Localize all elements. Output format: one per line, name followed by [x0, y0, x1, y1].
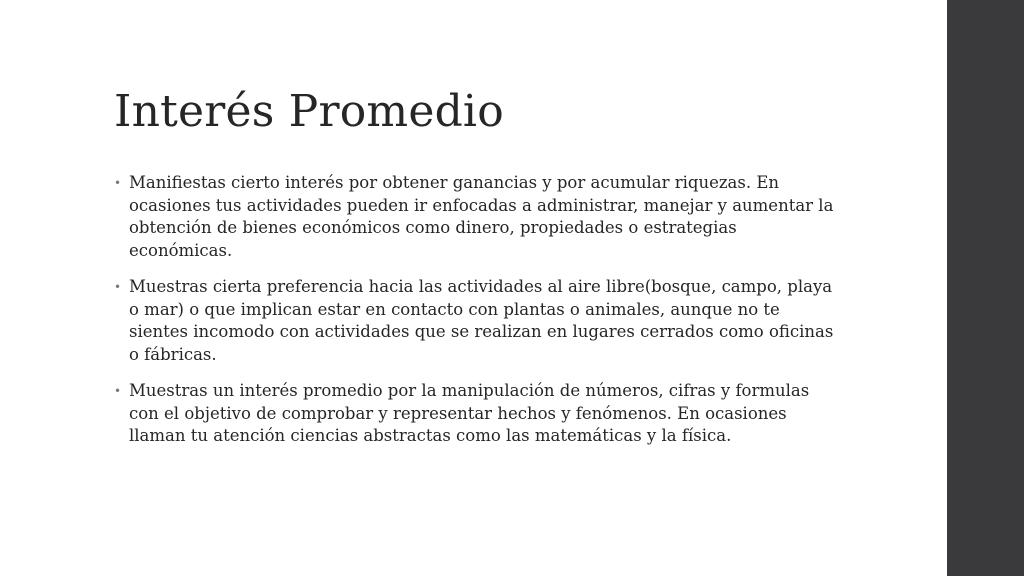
- bullet-dot-icon: •: [114, 384, 122, 398]
- bullet-text: Muestras cierta preferencia hacia las actividades al aire libre(bosque, campo, playa o mar) o que implican estar en contacto con plantas o animales, aunque no te sientes incomodo con actividades que se realizan en lugares cerrados como oficinas o fábricas.: [129, 277, 834, 364]
- bullet-item: [114, 172, 834, 262]
- bullet-item: [114, 276, 834, 366]
- slide-title: Interés Promedio: [114, 86, 504, 137]
- bullet-list: [114, 172, 834, 462]
- bullet-dot-icon: •: [114, 176, 122, 190]
- side-accent-bar: [947, 0, 1024, 576]
- bullet-dot-icon: •: [114, 280, 122, 294]
- bullet-text: Manifiestas cierto interés por obtener ganancias y por acumular riquezas. En ocasiones tus actividades pueden ir enfocadas a administrar, manejar y aumentar la obtención de bienes económicos como dinero, propiedades o estrategias económicas.: [129, 173, 834, 260]
- bullet-text: Muestras un interés promedio por la manipulación de números, cifras y formulas con el objetivo de comprobar y representar hechos y fenómenos. En ocasiones llaman tu atención ciencias abstractas como las matemáticas y la física.: [129, 381, 810, 445]
- bullet-item: [114, 380, 834, 448]
